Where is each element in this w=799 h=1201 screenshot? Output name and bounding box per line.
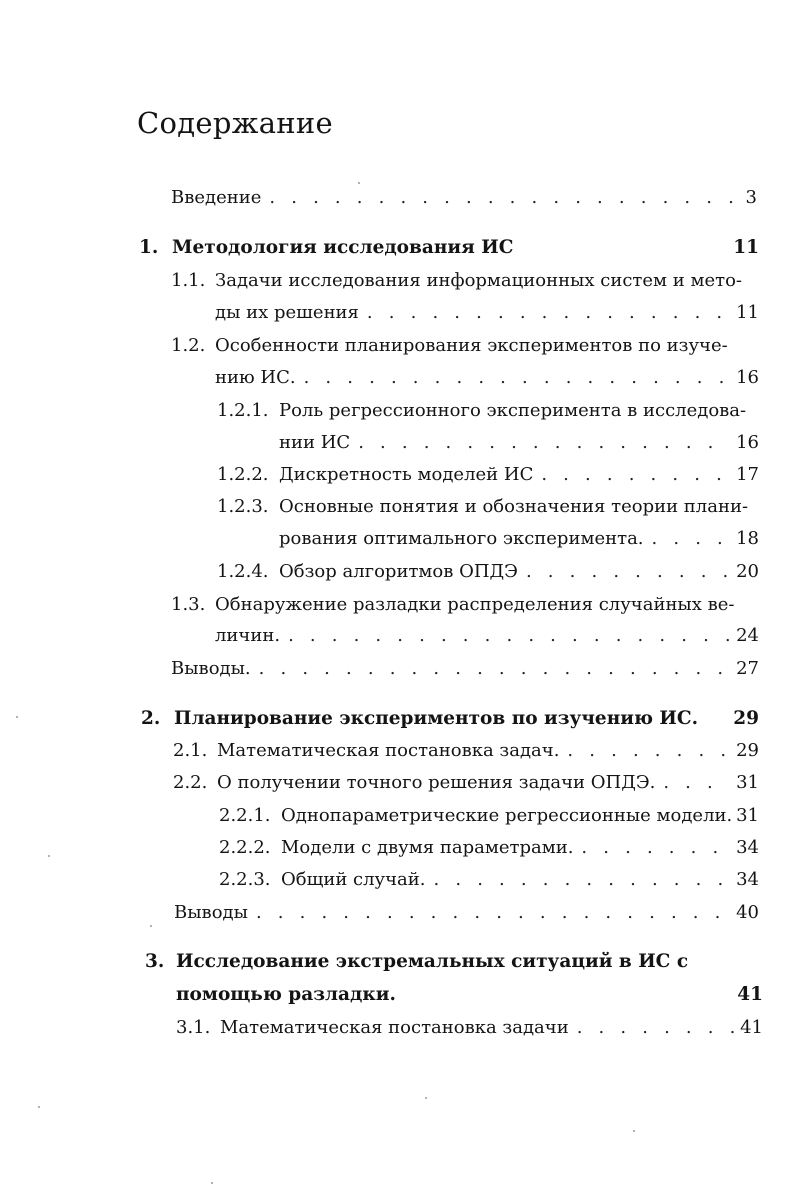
toc-chapter-3[interactable]	[145, 950, 759, 974]
toc-entry-number: 1.2.4.	[217, 561, 269, 582]
toc-page-number: 40	[736, 902, 759, 923]
toc-page-number: 24	[736, 625, 759, 646]
toc-title: Содержание	[137, 106, 334, 140]
toc-page-number: 29	[736, 740, 759, 761]
leader-dots	[288, 624, 730, 648]
toc-entry-text: Особенности планирования экспериментов по изуче-	[215, 335, 728, 356]
toc-chapter-text: Исследование экстремальных ситуаций в ИС с	[176, 951, 689, 972]
toc-page-number: 18	[736, 528, 759, 549]
toc-page-number: 31	[736, 805, 759, 826]
toc-entry-conclusions-1[interactable]	[171, 657, 759, 681]
toc-entry-1-1-cont[interactable]	[215, 301, 759, 325]
toc-entry-1-2-4[interactable]	[217, 560, 759, 584]
toc-entry-text: Обзор алгоритмов ОПДЭ	[279, 561, 518, 582]
toc-page-number: 11	[736, 302, 759, 323]
toc-entry-number: 1.2.3.	[217, 496, 269, 517]
toc-entry-intro[interactable]	[171, 186, 757, 210]
toc-entry-number: 2.2.1.	[219, 805, 271, 826]
toc-entry-1-2[interactable]	[171, 334, 759, 358]
toc-page-number: 16	[736, 367, 759, 388]
leader-dots	[652, 527, 731, 551]
toc-entry-1-3[interactable]	[171, 593, 759, 617]
toc-entry-1-2-1-cont[interactable]	[279, 431, 759, 455]
toc-entry-2-2-3[interactable]	[219, 868, 759, 892]
toc-chapter-number: 2.	[141, 708, 161, 729]
toc-entry-text: Математическая постановка задачи	[220, 1017, 569, 1038]
toc-entry-1-2-1[interactable]	[217, 399, 759, 423]
toc-entry-1-2-cont[interactable]	[215, 366, 759, 390]
scan-speck	[16, 716, 18, 718]
toc-entry-text: Выводы.	[171, 658, 251, 679]
toc-chapter-text: Методология исследования ИС	[172, 237, 514, 258]
toc-entry-text: Выводы	[174, 902, 248, 923]
leader-dots	[358, 431, 730, 455]
toc-entry-number: 1.1.	[171, 270, 206, 291]
toc-page-number: 31	[736, 772, 759, 793]
toc-entry-text: нию ИС.	[215, 367, 296, 388]
toc-entry-2-2-2[interactable]	[219, 836, 759, 860]
toc-chapter-number: 1.	[139, 237, 159, 258]
toc-page-number: 27	[736, 658, 759, 679]
toc-page-number: 16	[736, 432, 759, 453]
leader-dots	[526, 560, 730, 584]
toc-chapter-text: Планирование экспериментов по изучению ИС.	[174, 708, 699, 729]
scan-speck	[38, 1106, 40, 1108]
toc-entry-1-2-3[interactable]	[217, 495, 759, 519]
leader-dots	[269, 186, 739, 210]
toc-page-number: 34	[736, 869, 759, 890]
toc-entry-text: Роль регрессионного эксперимента в исследова-	[279, 400, 747, 421]
toc-chapter-3-cont[interactable]	[176, 983, 763, 1007]
toc-entry-text: Модели с двумя параметрами.	[281, 837, 574, 858]
toc-entry-text: рования оптимального эксперимента.	[279, 528, 644, 549]
toc-chapter-text: помощью разладки.	[176, 984, 396, 1005]
toc-entry-number: 2.2.	[173, 772, 208, 793]
toc-entry-1-3-cont[interactable]	[215, 624, 759, 648]
leader-dots	[541, 463, 730, 487]
toc-entry-text: ды их решения	[215, 302, 359, 323]
toc-entry-1-2-3-cont[interactable]	[279, 527, 759, 551]
toc-entry-1-2-2[interactable]	[217, 463, 759, 487]
toc-entry-number: 2.2.2.	[219, 837, 271, 858]
toc-entry-text: нии ИС	[279, 432, 351, 453]
toc-entry-2-2-1[interactable]	[219, 804, 759, 828]
leader-dots	[367, 301, 730, 325]
leader-dots	[434, 868, 731, 892]
scan-speck	[633, 1130, 635, 1132]
leader-dots	[577, 1016, 734, 1040]
toc-entry-number: 1.3.	[171, 594, 206, 615]
scan-speck	[48, 855, 50, 857]
toc-page-number: 11	[733, 237, 759, 258]
toc-entry-conclusions-2[interactable]	[174, 901, 759, 925]
toc-entry-3-1[interactable]	[176, 1016, 763, 1040]
scan-speck	[425, 1097, 427, 1099]
toc-entry-2-2[interactable]	[173, 771, 759, 795]
toc-entry-text: Математическая постановка задач.	[217, 740, 560, 761]
toc-chapter-number: 3.	[145, 951, 165, 972]
toc-entry-number: 1.2.2.	[217, 464, 269, 485]
toc-entry-text: Однопараметрические регрессионные модели.	[281, 805, 733, 826]
toc-page-number: 17	[736, 464, 759, 485]
toc-page-number: 3	[745, 187, 757, 208]
toc-entry-1-1[interactable]	[171, 269, 759, 293]
scan-speck	[150, 925, 152, 927]
toc-entry-number: 1.2.1.	[217, 400, 269, 421]
leader-dots	[581, 836, 730, 860]
toc-entry-text: О получении точного решения задачи ОПДЭ.	[217, 772, 656, 793]
leader-dots	[663, 771, 730, 795]
scan-speck	[358, 182, 360, 184]
toc-entry-number: 2.2.3.	[219, 869, 271, 890]
toc-entry-text: Дискретность моделей ИС	[279, 464, 534, 485]
toc-page-number: 20	[736, 561, 759, 582]
toc-page-number: 41	[737, 984, 763, 1005]
toc-entry-text: Задачи исследования информационных систем и мето-	[215, 270, 743, 291]
scan-speck	[211, 1182, 213, 1184]
leader-dots	[567, 739, 730, 763]
toc-entry-text: Общий случай.	[281, 869, 426, 890]
toc-entry-2-1[interactable]	[173, 739, 759, 763]
leader-dots	[256, 901, 730, 925]
toc-entry-number: 1.2.	[171, 335, 206, 356]
toc-entry-text: Основные понятия и обозначения теории плани-	[279, 496, 749, 517]
toc-entry-number: 2.1.	[173, 740, 208, 761]
leader-dots	[259, 657, 730, 681]
toc-page-number: 29	[733, 708, 759, 729]
toc-chapter-1[interactable]	[139, 236, 759, 260]
toc-entry-text: Введение	[171, 187, 262, 208]
toc-page-number: 34	[736, 837, 759, 858]
toc-page-number: 41	[740, 1017, 763, 1038]
leader-dots	[304, 366, 731, 390]
toc-chapter-2[interactable]	[141, 707, 759, 731]
toc-entry-text: Обнаружение разладки распределения случайных ве-	[215, 594, 735, 615]
toc-entry-number: 3.1.	[176, 1017, 211, 1038]
toc-entry-text: личин.	[215, 625, 281, 646]
